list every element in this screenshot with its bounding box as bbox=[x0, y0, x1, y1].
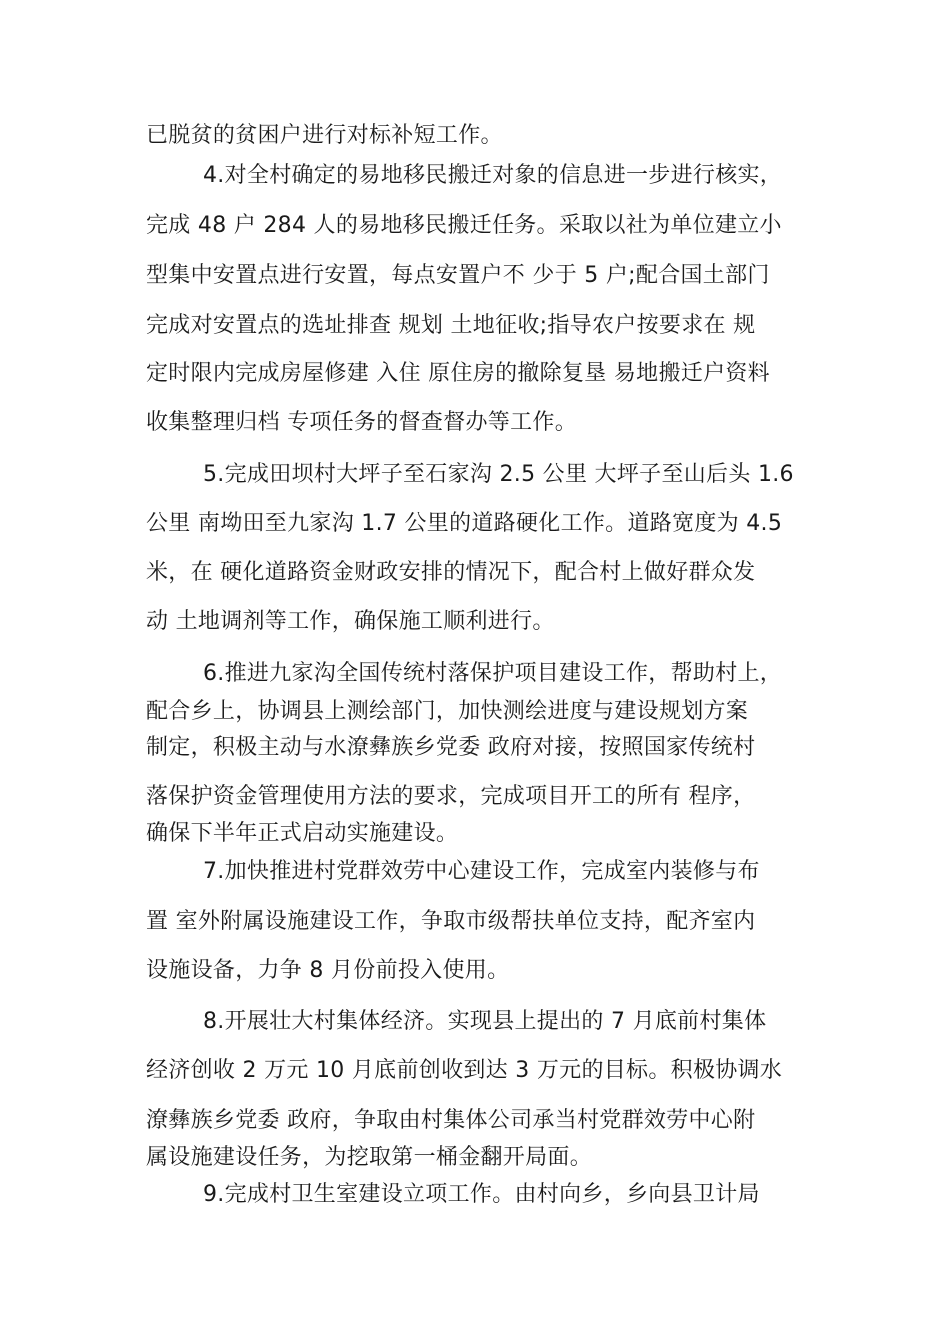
text-line: 完成对安置点的选址排查 规划 土地征收;指导农户按要求在 规 bbox=[146, 313, 756, 338]
paragraph-8-start: 8.开展壮大村集体经济。实现县上提出的 7 月底前村集体 bbox=[203, 1009, 767, 1034]
text-line: 动 土地调剂等工作，确保施工顺利进行。 bbox=[146, 609, 555, 634]
paragraph-5-start: 5.完成田坝村大坪子至石家沟 2.5 公里 大坪子至山后头 1.6 bbox=[203, 462, 794, 487]
text-line: 定时限内完成房屋修建 入住 原住房的撤除复垦 易地搬迁户资料 bbox=[146, 361, 770, 386]
text-line: 属设施建设任务，为挖取第一桶金翻开局面。 bbox=[146, 1145, 593, 1170]
paragraph-6-start: 6.推进九家沟全国传统村落保护项目建设工作，帮助村上， bbox=[203, 661, 783, 686]
text-line: 已脱贫的贫困户进行对标补短工作。 bbox=[146, 123, 503, 148]
paragraph-9-start: 9.完成村卫生室建设立项工作。由村向乡，乡向县卫计局 bbox=[203, 1182, 760, 1207]
text-line: 确保下半年正式启动实施建设。 bbox=[146, 821, 459, 846]
paragraph-7-start: 7.加快推进村党群效劳中心建设工作，完成室内装修与布 bbox=[203, 859, 760, 884]
text-line: 潦彝族乡党委 政府，争取由村集体公司承当村党群效劳中心附 bbox=[146, 1108, 756, 1133]
text-line: 完成 48 户 284 人的易地移民搬迁任务。采取以社为单位建立小 bbox=[146, 213, 782, 238]
text-line: 制定，积极主动与水潦彝族乡党委 政府对接，按照国家传统村 bbox=[146, 735, 756, 760]
text-line: 型集中安置点进行安置，每点安置户不 少于 5 户;配合国土部门 bbox=[146, 263, 770, 288]
text-line: 米，在 硬化道路资金财政安排的情况下，配合村上做好群众发 bbox=[146, 560, 756, 585]
text-line: 落保护资金管理使用方法的要求，完成项目开工的所有 程序， bbox=[146, 784, 756, 809]
text-line: 设施设备，力争 8 月份前投入使用。 bbox=[146, 958, 510, 983]
text-line: 配合乡上，协调县上测绘部门，加快测绘进度与建设规划方案 bbox=[146, 699, 749, 724]
text-line: 公里 南坳田至九家沟 1.7 公里的道路硬化工作。道路宽度为 4.5 bbox=[146, 511, 783, 536]
text-line: 经济创收 2 万元 10 月底前创收到达 3 万元的目标。积极协调水 bbox=[146, 1058, 783, 1083]
text-line: 置 室外附属设施建设工作，争取市级帮扶单位支持，配齐室内 bbox=[146, 909, 756, 934]
text-line: 收集整理归档 专项任务的督查督办等工作。 bbox=[146, 410, 577, 435]
paragraph-4-start: 4.对全村确定的易地移民搬迁对象的信息进一步进行核实， bbox=[203, 163, 783, 188]
